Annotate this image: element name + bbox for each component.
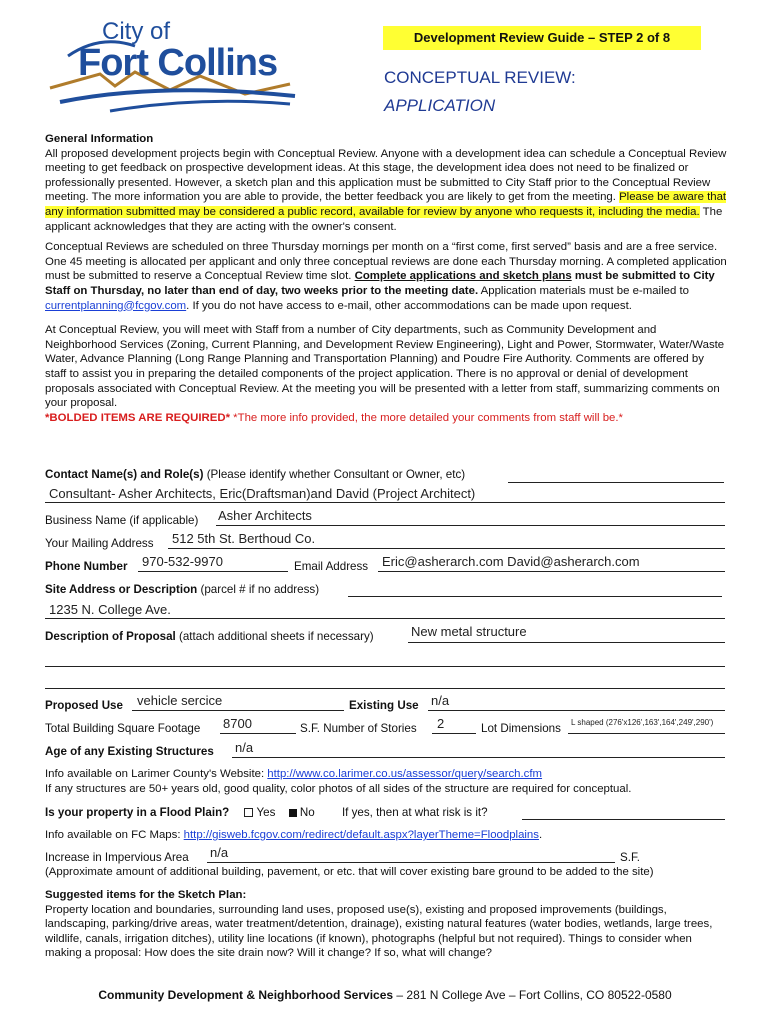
logo-city-of: City of (102, 18, 171, 45)
p2-text: Conceptual Reviews are scheduled on three Thursday mornings per month on a “first come, first served” basis and are a free service. One 45 meeting is allocated per applicant and only three conceptual reviews are done each Thursday morning. A completed application must be submitted to reserve a Conceptual Review time slot. (45, 241, 727, 283)
proposed-use-label: Proposed Use (45, 699, 123, 712)
p2-bold-underline: Complete applications and sketch plans (354, 270, 572, 283)
impervious-note: (Approximate amount of additional building, pavement, or etc. that will cover existing bare ground to be added to the site) (45, 866, 654, 878)
contact-note: (Please identify whether Consultant or Owner, etc) (203, 468, 466, 481)
desc-field[interactable]: New metal structure (411, 624, 527, 639)
page-title: CONCEPTUAL REVIEW: (384, 68, 576, 87)
p1-consent: The applicant acknowledges that they are acting with the owner's consent. (45, 205, 723, 233)
larimer-line (45, 767, 735, 782)
site-field[interactable]: 1235 N. College Ave. (49, 602, 171, 617)
contact-label: Contact Name(s) and Role(s) (45, 468, 204, 481)
business-line (216, 525, 725, 526)
city-logo (40, 16, 310, 116)
sf-stories-label: S.F. Number of Stories (300, 722, 417, 735)
sketch-plan-section (45, 888, 727, 961)
p2-bold: must be submitted to City Staff on Thursday, no later than end of day, two weeks prior to the meeting date. (45, 270, 715, 297)
desc-label: Description of Proposal (45, 630, 176, 643)
flood-risk-line (522, 819, 725, 820)
lot-field[interactable]: L shaped (276'x126',163',164',249',290') (571, 718, 714, 727)
footer-address: – 281 N College Ave – Fort Collins, CO 80522-0580 (393, 988, 672, 1002)
required-note (45, 411, 727, 426)
required-more-info: *The more info provided, the more detailed your comments from staff will be.* (230, 411, 623, 424)
page-footer (0, 988, 770, 1002)
p1-text: All proposed development projects begin with Conceptual Review. Anyone with a development idea can schedule a Conceptual Review meeting to get feedback on prospective development ideas. At this stage, the development idea does not need to be finalized or professionally presented. However, a sketch plan and this application must be submitted to City Staff prior to the Conceptual Review meeting. The more information you are able to provide, the better feedback you are likely to get from the meeting. (45, 147, 727, 204)
required-bold: *BOLDED ITEMS ARE REQUIRED* (45, 411, 231, 424)
p2-email-text: Application materials must be e-mailed to (480, 284, 689, 297)
age-line (232, 757, 725, 758)
mailing-field[interactable]: 512 5th St. Berthoud Co. (172, 531, 316, 546)
flood-label: Is your property in a Flood Plain? (45, 806, 230, 819)
phone-field[interactable]: 970-532-9970 (142, 554, 223, 569)
business-field[interactable]: Asher Architects (218, 508, 312, 523)
flood-no-checkbox[interactable] (289, 809, 297, 817)
flood-no-label: No (299, 806, 315, 819)
site-line-2 (45, 618, 725, 619)
logo-fort-collins: Fort Collins (78, 42, 278, 84)
general-paragraph-2 (45, 240, 727, 313)
fcmaps-text: Info available on FC Maps: (45, 829, 184, 841)
impervious-label: Increase in Impervious Area (45, 851, 189, 864)
sqft-label: Total Building Square Footage (45, 722, 201, 735)
footer-dept: Community Development & Neighborhood Services (98, 988, 394, 1002)
fcmaps-info (45, 828, 542, 843)
lot-line (568, 733, 725, 734)
sketch-heading: Suggested items for the Sketch Plan: (45, 889, 247, 901)
age-label: Age of any Existing Structures (45, 745, 214, 758)
desc-line-3 (45, 688, 725, 689)
flood-risk-label: If yes, then at what risk is it? (341, 806, 488, 819)
larimer-link[interactable]: http://www.co.larimer.co.us/assessor/query/search.cfm (267, 768, 543, 780)
lot-label: Lot Dimensions (481, 722, 561, 735)
sketch-text: Property location and boundaries, surrounding land uses, proposed use(s), existing and proposed improvements (buildings, landscaping, parking/drive areas, water treatment/detention, drainage), existing natural features (water bodies, wetlands, large trees, wildlife, canals, irrigation ditches), utility line locations (if known), photographs (helpful but not required). Things to consider when making a proposal: How does the site drain now? Will it change? If so, what will change? (45, 903, 713, 960)
email-line (378, 571, 725, 572)
larimer-photos-note: If any structures are 50+ years old, good quality, color photos of all sides of the structure are required for conceptual. (45, 782, 632, 795)
stories-line (432, 733, 476, 734)
general-paragraph-1 (45, 147, 727, 235)
site-note: (parcel # if no address) (197, 583, 320, 596)
business-label: Business Name (if applicable) (45, 514, 199, 527)
larimer-text: Info available on Larimer County's Website: (45, 768, 268, 780)
sqft-line (220, 733, 296, 734)
proposed-use-field[interactable]: vehicle sercice (137, 693, 223, 708)
desc-label-row (45, 630, 374, 643)
site-line-1 (348, 596, 722, 597)
desc-note: (attach additional sheets if necessary) (175, 630, 374, 643)
flood-yes-checkbox[interactable] (244, 808, 253, 817)
page-subtitle: APPLICATION (384, 96, 496, 115)
mailing-line (168, 548, 725, 549)
phone-line (138, 571, 288, 572)
email-field[interactable]: Eric@asherarch.com David@asherarch.com (382, 554, 640, 569)
existing-use-field[interactable]: n/a (431, 693, 450, 708)
existing-use-label: Existing Use (349, 699, 419, 712)
proposed-use-line (132, 710, 344, 711)
impervious-field[interactable]: n/a (210, 845, 229, 860)
site-label-row (45, 583, 319, 596)
stories-field[interactable]: 2 (437, 716, 445, 731)
impervious-line (207, 862, 615, 863)
fcmaps-link[interactable]: http://gisweb.fcgov.com/redirect/default.aspx?layerTheme=Floodplains (183, 829, 539, 841)
flood-yes-label: Yes (256, 806, 276, 819)
email-label: Email Address (294, 560, 369, 573)
fcmaps-period: . (538, 829, 543, 841)
contact-line-1 (508, 482, 724, 483)
phone-label: Phone Number (45, 560, 128, 573)
general-paragraph-3: At Conceptual Review, you will meet with Staff from a number of City departments, such as Community Development and Neighborhood Services (Zoning, Current Planning, and Development Review Engineering), Light and Power, Stormwater, Water/Waste Water, Advance Planning (Long Range Planning and Transportation Planning) and Poudre Fire Authority. Comments are offered by staff to assist you in preparing the detailed components of the project application. There is no approval or denial of development proposals associated with Conceptual Review. At the meeting you will be presented with a letter from staff, summarizing comments on your proposal. (45, 324, 725, 410)
existing-use-line (428, 710, 725, 711)
p2-accommodations: . If you do not have access to e-mail, other accommodations can be made upon request. (186, 299, 632, 312)
contact-label-row (45, 468, 465, 481)
mailing-label: Your Mailing Address (45, 537, 154, 550)
email-link[interactable]: currentplanning@fcgov.com (45, 299, 187, 312)
sqft-field[interactable]: 8700 (223, 716, 252, 731)
contact-line-2 (45, 502, 725, 503)
general-information (45, 132, 727, 425)
step-banner: Development Review Guide – STEP 2 of 8 (383, 26, 701, 50)
impervious-unit: S.F. (620, 851, 640, 864)
contact-field[interactable]: Consultant- Asher Architects, Eric(Draftsman)and David (Project Architect) (49, 486, 476, 501)
age-field[interactable]: n/a (235, 740, 254, 755)
desc-line-1 (408, 642, 725, 643)
general-heading: General Information (45, 133, 154, 145)
public-record-notice: Please be aware that any information submitted may be considered a public record, available for review by anyone who requests it, including the media. (45, 191, 727, 218)
flood-row (45, 806, 488, 819)
larimer-info (45, 767, 735, 796)
desc-line-2 (45, 666, 725, 667)
site-label: Site Address or Description (45, 583, 198, 596)
